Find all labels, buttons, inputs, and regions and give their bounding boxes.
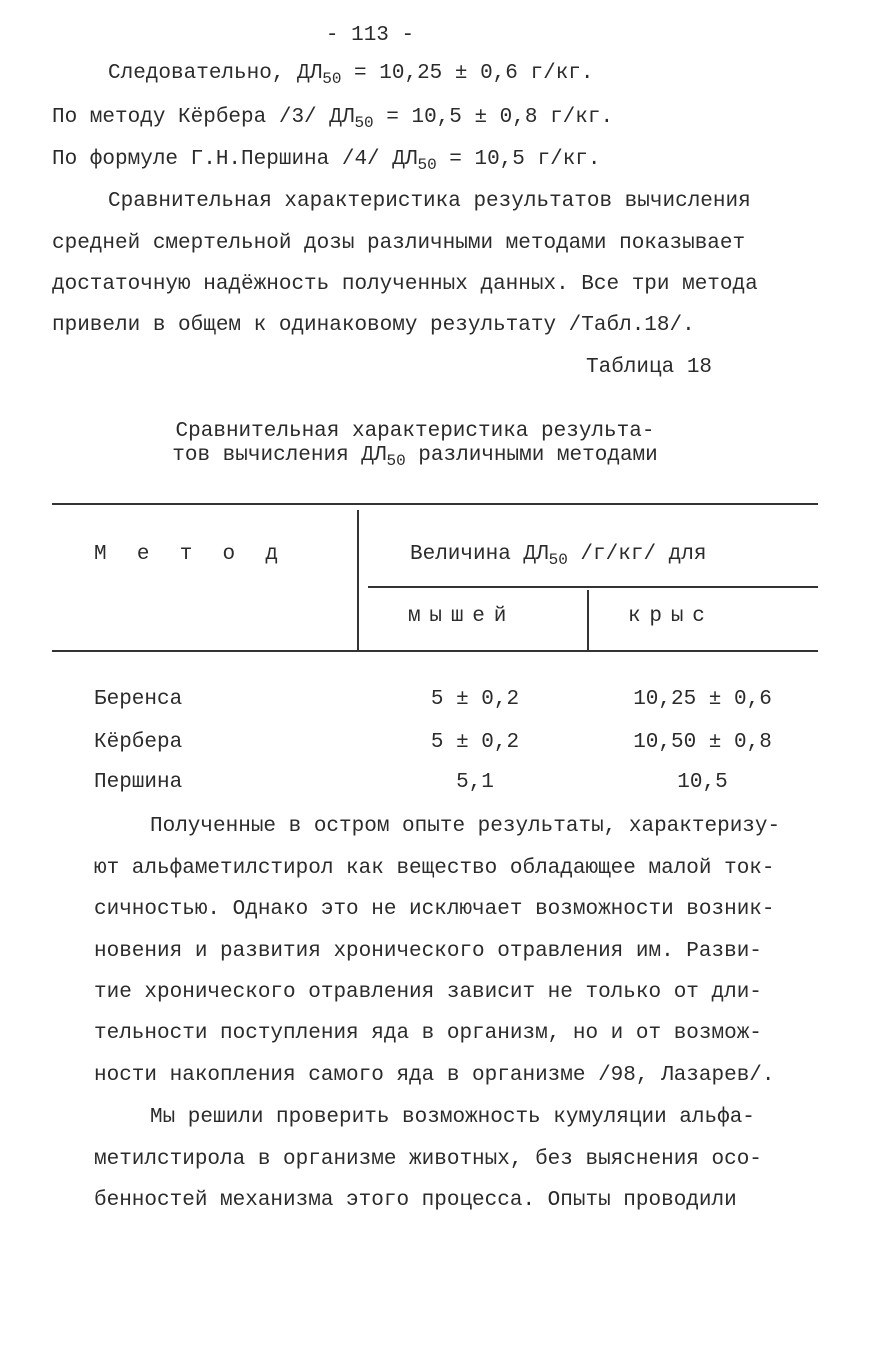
intro-line-1: Следовательно, $ДЛ_{50} = 10,25 \pm 0,6$ г/кг. — [108, 62, 594, 88]
table-subcolumn-divider — [587, 590, 589, 650]
paragraph-2-line: ют альфаметилстирол как вещество обладающее малой ток- — [94, 857, 775, 880]
paragraph-1-line: средней смертельной дозы различными методами показывает — [52, 232, 746, 255]
header-mice: мышей — [408, 605, 516, 628]
table-row-rats: 10,50 ± 0,8 — [633, 731, 772, 754]
paragraph-2-line: новения и развития хронического отравления им. Разви- — [94, 940, 762, 963]
page-number: - 113 - — [325, 24, 415, 47]
paragraph-3-line: Мы решили проверить возможность кумуляции альфа- — [150, 1106, 755, 1129]
table-top-rule — [52, 503, 818, 505]
table-row-method: Першина — [94, 771, 183, 794]
table-row-rats: 10,25 ± 0,6 — [633, 688, 772, 711]
table-column-divider — [357, 510, 359, 651]
caption-line-2: тов вычисления $ДЛ_{50}$ различными методами — [172, 444, 658, 470]
header-method: М е т о д — [94, 543, 287, 566]
table-caption — [0, 420, 830, 468]
table-header-bottom-rule — [52, 650, 818, 652]
caption-line-1: Сравнительная характеристика результа- — [175, 420, 655, 443]
table-label: Таблица 18 — [586, 356, 713, 379]
paragraph-2-line: тие хронического отравления зависит не только от дли- — [94, 981, 762, 1004]
paragraph-3-line: бенностей механизма этого процесса. Опыты проводили — [94, 1189, 737, 1212]
table-row-mice: 5 ± 0,2 — [430, 688, 520, 711]
paragraph-1-line: Сравнительная характеристика результатов вычисления — [108, 190, 751, 213]
table-row-method: Беренса — [94, 688, 183, 711]
paragraph-3-line: метилстирола в организме животных, без выяснения осо- — [94, 1148, 762, 1171]
paragraph-1-line: привели в общем к одинаковому результату /Табл.18/. — [52, 314, 695, 337]
table-row-mice: 5 ± 0,2 — [430, 731, 520, 754]
intro-line-2: По методу Кёрбера /3/ $ДЛ_{50} = 10,5 \pm 0,8$ г/кг. — [52, 106, 614, 132]
paragraph-2-line: тельности поступления яда в организм, но и от возмож- — [94, 1022, 762, 1045]
intro-line-3: По формуле Г.Н.Першина /4/ $ДЛ_{50} = 10,5$ г/кг. — [52, 148, 601, 174]
table-subheader-rule — [368, 586, 818, 588]
paragraph-2-line: ности накопления самого яда в организме /98, Лазарев/. — [94, 1064, 775, 1087]
header-rats: крыс — [628, 605, 714, 628]
paragraph-2-line: сичностью. Однако это не исключает возможности возник- — [94, 898, 775, 921]
header-value: Величина $ДЛ_{50}$ /г/кг/ для — [410, 543, 707, 569]
paragraph-2-line: Полученные в остром опыте результаты, характеризу- — [150, 815, 781, 838]
paragraph-1-line: достаточную надёжность полученных данных. Все три метода — [52, 273, 758, 296]
table-row-mice: 5,1 — [456, 771, 494, 794]
table-row-method: Кёрбера — [94, 731, 183, 754]
table-row-rats: 10,5 — [677, 771, 728, 794]
